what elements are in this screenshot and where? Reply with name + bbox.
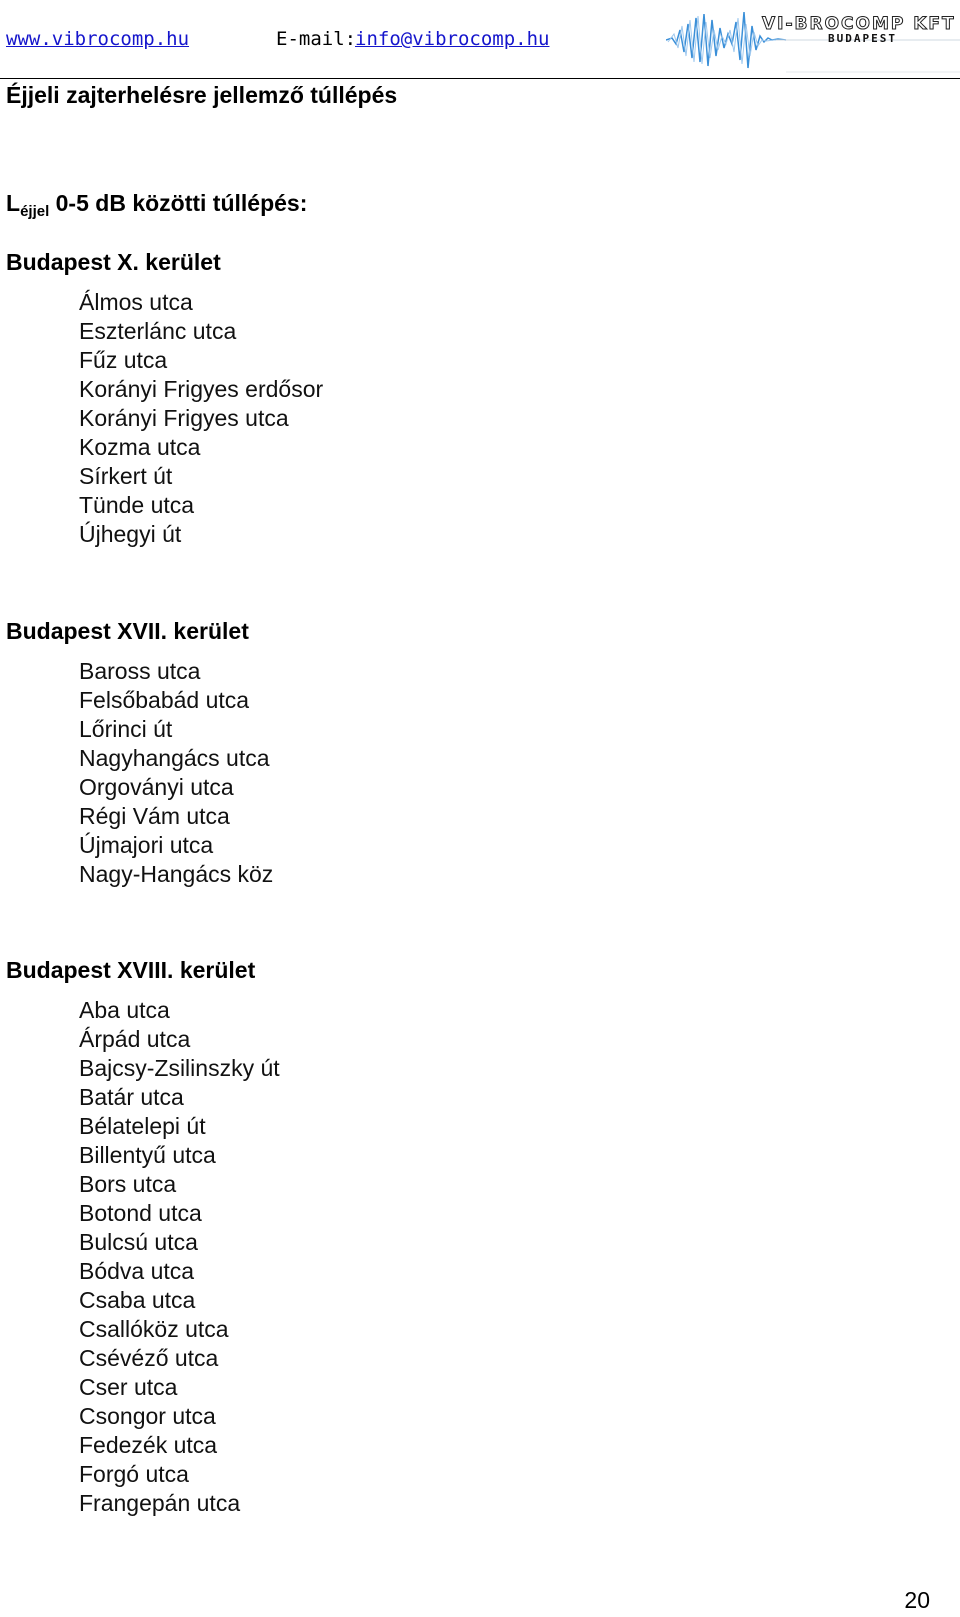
district-heading-xviii: Budapest XVIII. kerület — [6, 957, 256, 983]
district-heading-x: Budapest X. kerület — [6, 249, 221, 275]
waveform-icon — [666, 0, 960, 74]
list-item: Álmos utca — [79, 289, 193, 315]
company-logo — [666, 0, 960, 74]
list-item: Forgó utca — [79, 1461, 189, 1487]
list-item: Bulcsú utca — [79, 1229, 198, 1255]
list-item: Nagyhangács utca — [79, 745, 270, 771]
list-item: Árpád utca — [79, 1026, 191, 1052]
list-item: Aba utca — [79, 997, 170, 1023]
list-item: Tünde utca — [79, 492, 195, 518]
street-list-xvii — [79, 657, 273, 889]
list-item: Frangepán utca — [79, 1490, 241, 1516]
list-item: Nagy-Hangács köz — [79, 861, 274, 887]
list-item: Újhegyi út — [79, 521, 182, 547]
list-item: Fűz utca — [79, 347, 168, 373]
list-item: Újmajori utca — [79, 832, 214, 858]
email-link[interactable]: info@vibrocomp.hu — [355, 28, 550, 50]
logo-name: VI-BROCOMP KFT — [762, 14, 956, 34]
list-item: Bélatelepi út — [79, 1113, 206, 1139]
list-item: Korányi Frigyes utca — [79, 405, 289, 431]
section-subtitle — [6, 188, 307, 222]
subtitle-prefix: L — [6, 190, 21, 216]
website-link[interactable]: www.vibrocomp.hu — [6, 28, 190, 50]
list-item: Bódva utca — [79, 1258, 195, 1284]
list-item: Kozma utca — [79, 434, 201, 460]
street-list-xviii — [79, 996, 280, 1518]
list-item: Batár utca — [79, 1084, 184, 1110]
page-number: 20 — [904, 1587, 930, 1613]
list-item: Régi Vám utca — [79, 803, 230, 829]
list-item: Orgoványi utca — [79, 774, 234, 800]
page-header — [0, 0, 960, 80]
list-item: Fedezék utca — [79, 1432, 218, 1458]
list-item: Lőrinci út — [79, 716, 173, 742]
list-item: Csongor utca — [79, 1403, 216, 1429]
email-label: E-mail: — [276, 28, 357, 50]
street-list-x — [79, 288, 323, 549]
list-item: Eszterlánc utca — [79, 318, 237, 344]
logo-city: BUDAPEST — [828, 32, 897, 45]
list-item: Csallóköz utca — [79, 1316, 229, 1342]
page-title: Éjjeli zajterhelésre jellemző túllépés — [6, 82, 398, 108]
list-item: Csaba utca — [79, 1287, 196, 1313]
list-item: Baross utca — [79, 658, 201, 684]
list-item: Bajcsy-Zsilinszky út — [79, 1055, 280, 1081]
list-item: Botond utca — [79, 1200, 202, 1226]
list-item: Felsőbabád utca — [79, 687, 250, 713]
list-item: Bors utca — [79, 1171, 177, 1197]
header-divider — [0, 78, 960, 79]
list-item: Cser utca — [79, 1374, 178, 1400]
list-item: Sírkert út — [79, 463, 173, 489]
subtitle-text: 0-5 dB közötti túllépés: — [49, 190, 308, 216]
list-item: Korányi Frigyes erdősor — [79, 376, 324, 402]
list-item: Csévéző utca — [79, 1345, 219, 1371]
district-heading-xvii: Budapest XVII. kerület — [6, 618, 249, 644]
list-item: Billentyű utca — [79, 1142, 216, 1168]
subtitle-subscript: éjjel — [20, 203, 50, 220]
